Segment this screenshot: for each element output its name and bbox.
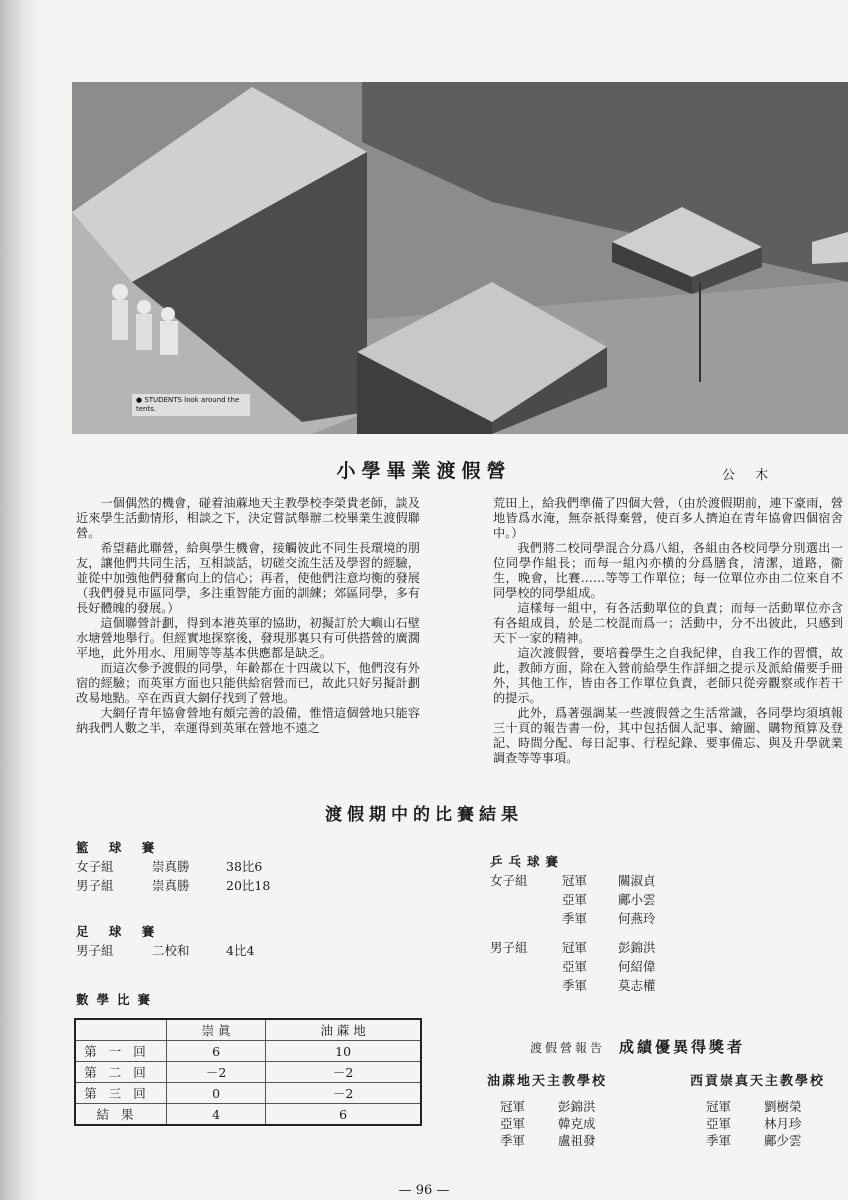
table-row [75,1104,421,1126]
result-row [76,857,270,876]
table-header-cell: 崇 眞 [167,1019,266,1041]
rank-label: 亞軍 [562,959,588,974]
group-label: 女子組 [76,859,114,874]
result-row [490,909,656,928]
winner-name: 林月珍 [764,1116,802,1131]
rank-label: 冠軍 [500,1099,526,1114]
table-row [75,1041,421,1062]
group-label: 男子組 [490,940,528,955]
score-value: 38比6 [226,859,263,874]
article-paragraph: 此外，爲著强調某一些渡假營之生活常識，各同學均須填報三十頁的報告書一份，其中包括個人記事、繪圖、購物預算及登記、時間分配、每日記事、行程紀錄、要事備忘、與及升學就業調查等等事項。 [493,706,843,765]
list-item [706,1098,802,1115]
rank-label: 冠軍 [562,873,588,888]
table-cell: 6 [167,1041,266,1062]
table-cell: 0 [167,1083,266,1104]
result-row [490,871,656,890]
table-cell: －2 [167,1062,266,1083]
winner-label: 二校和 [152,943,190,958]
photo-illustration [72,82,848,434]
list-item [500,1098,596,1115]
result-row [490,976,656,995]
rank-label: 亞軍 [706,1116,732,1131]
table-header-row [75,1019,421,1041]
award-list [500,1098,596,1149]
score-value: 4比4 [226,943,255,958]
rank-label: 冠軍 [562,940,588,955]
photo-caption: ● STUDENTS look around the tents. [132,394,250,416]
article-title: 小學畢業渡假營 [336,460,512,482]
article-author: 公 木 [722,468,777,483]
result-row [76,876,270,895]
article-right-column [493,496,843,766]
rank-label: 亞軍 [562,892,588,907]
math-heading-block [76,990,158,1009]
table-row [75,1062,421,1083]
winner-label: 崇真勝 [152,859,190,874]
awards-prefix: 渡假營報告 [530,1041,606,1055]
table-cell: 6 [266,1104,421,1126]
result-row [490,890,656,909]
winner-label: 崇真勝 [152,878,190,893]
score-value: 20比18 [226,878,271,893]
winner-name: 何紹偉 [618,959,656,974]
winner-name: 盧祖發 [558,1133,596,1148]
table-cell: －2 [266,1083,421,1104]
winner-name: 彭錦洪 [618,940,656,955]
winner-name: 關淑貞 [618,873,656,888]
article-paragraph: 一個偶然的機會，碰着油蔴地天主教學校李榮貴老師，談及近來學生活動情形，相談之下，決定嘗試舉辦二校畢業生渡假聯營。 [76,496,420,540]
article-paragraph: 這個聯營計劃，得到本港英軍的協助，初擬訂於大嶼山石壁水塘營地舉行。但經實地探察後，發現那裏只有可供搭營的廣濶平地，此外用水、用厠等等基本供應都是缺乏。 [76,616,420,660]
article-paragraph: 這次渡假營，要培養學生之自我紀律，自我工作的習慣，故此，教師方面，除在入營前給學生作詳細之提示及派給備要手冊外，其他工作，皆由各工作單位負責，老師只從旁觀察或作若干的提示。 [493,646,843,705]
table-tennis-results [490,852,656,995]
winner-name: 鄺少雲 [764,1133,802,1148]
article-paragraph: 大網仔青年協會營地有頗完善的設備，惟惜這個營地只能容納我們人數之半，幸運得到英軍在營地不遠之 [76,706,420,735]
page-number: — 96 — [398,1183,450,1198]
round-label: 結果 [75,1104,167,1126]
article-paragraph: 我們將二校同學混合分爲八組，各組由各校同學分別選出一位同學作組長；而每一組內亦横的分爲膳食，清潔，道路，衞生，晚會，比賽……等等工作單位；每一位單位亦由二位來自不同學校的同學組成。 [493,541,843,600]
rank-label: 季軍 [562,978,588,993]
winner-name: 鄺小雲 [618,892,656,907]
page-binding-edge [0,0,40,1200]
winner-name: 莫志權 [618,978,656,993]
table-header-cell: 油 蔴 地 [266,1019,421,1041]
rank-label: 季軍 [562,911,588,926]
article-paragraph: 這樣每一組中，有各活動單位的負責；而每一活動單位亦含有各組成員，於是二校混而爲一；活動中，分不出彼此，只感到天下一家的精神。 [493,601,843,645]
article-paragraph: 而這次參予渡假的同學，年齡都在十四歲以下，他們沒有外宿的經驗；而英軍方面也只能供給宿營而已，故此只好另擬計劃改易地點。卒在西貢大網仔找到了營地。 [76,661,420,705]
result-row [490,957,656,976]
winner-name: 何燕玲 [618,911,656,926]
math-heading: 數學比賽 [76,992,159,1007]
rank-label: 亞軍 [500,1116,526,1131]
table-cell: －2 [266,1062,421,1083]
school-name: 西貢崇真天主教學校 [690,1074,826,1089]
list-item [500,1115,596,1132]
awards-title: 成績優異得獎者 [619,1038,746,1056]
article-paragraph: 希望藉此聯營，給與學生機會，接觸彼此不同生長環境的朋友，讓他們共同生活，互相談話，切磋交流生活及學習的經驗，並從中加強他們發奮向上的信心；再者，使他們注意均衡的發展（我們發見市區同學，多注重智能方面的訓練；郊區同學，多有長好體魄的發展。） [76,541,420,615]
basketball-results [76,838,270,895]
list-item [706,1115,802,1132]
awards-heading [530,1036,745,1057]
list-item [500,1132,596,1149]
camp-tents-photo [72,82,848,434]
group-label: 男子組 [76,943,114,958]
group-label: 女子組 [490,873,528,888]
rank-label: 季軍 [500,1133,526,1148]
result-row [490,938,656,957]
football-results [76,922,254,960]
table-tennis-heading: 乒乓球賽 [490,854,565,869]
basketball-heading: 籃 球 賽 [76,840,163,855]
round-label: 第三回 [75,1083,167,1104]
table-header-cell [75,1019,167,1041]
rank-label: 冠軍 [706,1099,732,1114]
list-item [706,1132,802,1149]
math-results-table [74,1018,422,1126]
round-label: 第一回 [75,1041,167,1062]
winner-name: 彭錦洪 [558,1099,596,1114]
table-row [75,1083,421,1104]
article-left-column [76,496,420,736]
school-name: 油蔴地天主教學校 [487,1074,608,1089]
winner-name: 劉樹榮 [764,1099,802,1114]
article-paragraph-continued: 荒田上，給我們準備了四個大營，（由於渡假期前，連下豪雨，營地皆爲水淹，無奈祇得棄營，使百多人擠迫在青年協會四個宿舍中。） [493,496,843,540]
football-heading: 足 球 賽 [76,924,163,939]
table-cell: 4 [167,1104,266,1126]
result-row [76,941,254,960]
winner-name: 韓克成 [558,1116,596,1131]
group-label: 男子組 [76,878,114,893]
rank-label: 季軍 [706,1133,732,1148]
results-title: 渡假期中的比賽結果 [325,805,523,825]
table-cell: 10 [266,1041,421,1062]
award-list [706,1098,802,1149]
round-label: 第二回 [75,1062,167,1083]
